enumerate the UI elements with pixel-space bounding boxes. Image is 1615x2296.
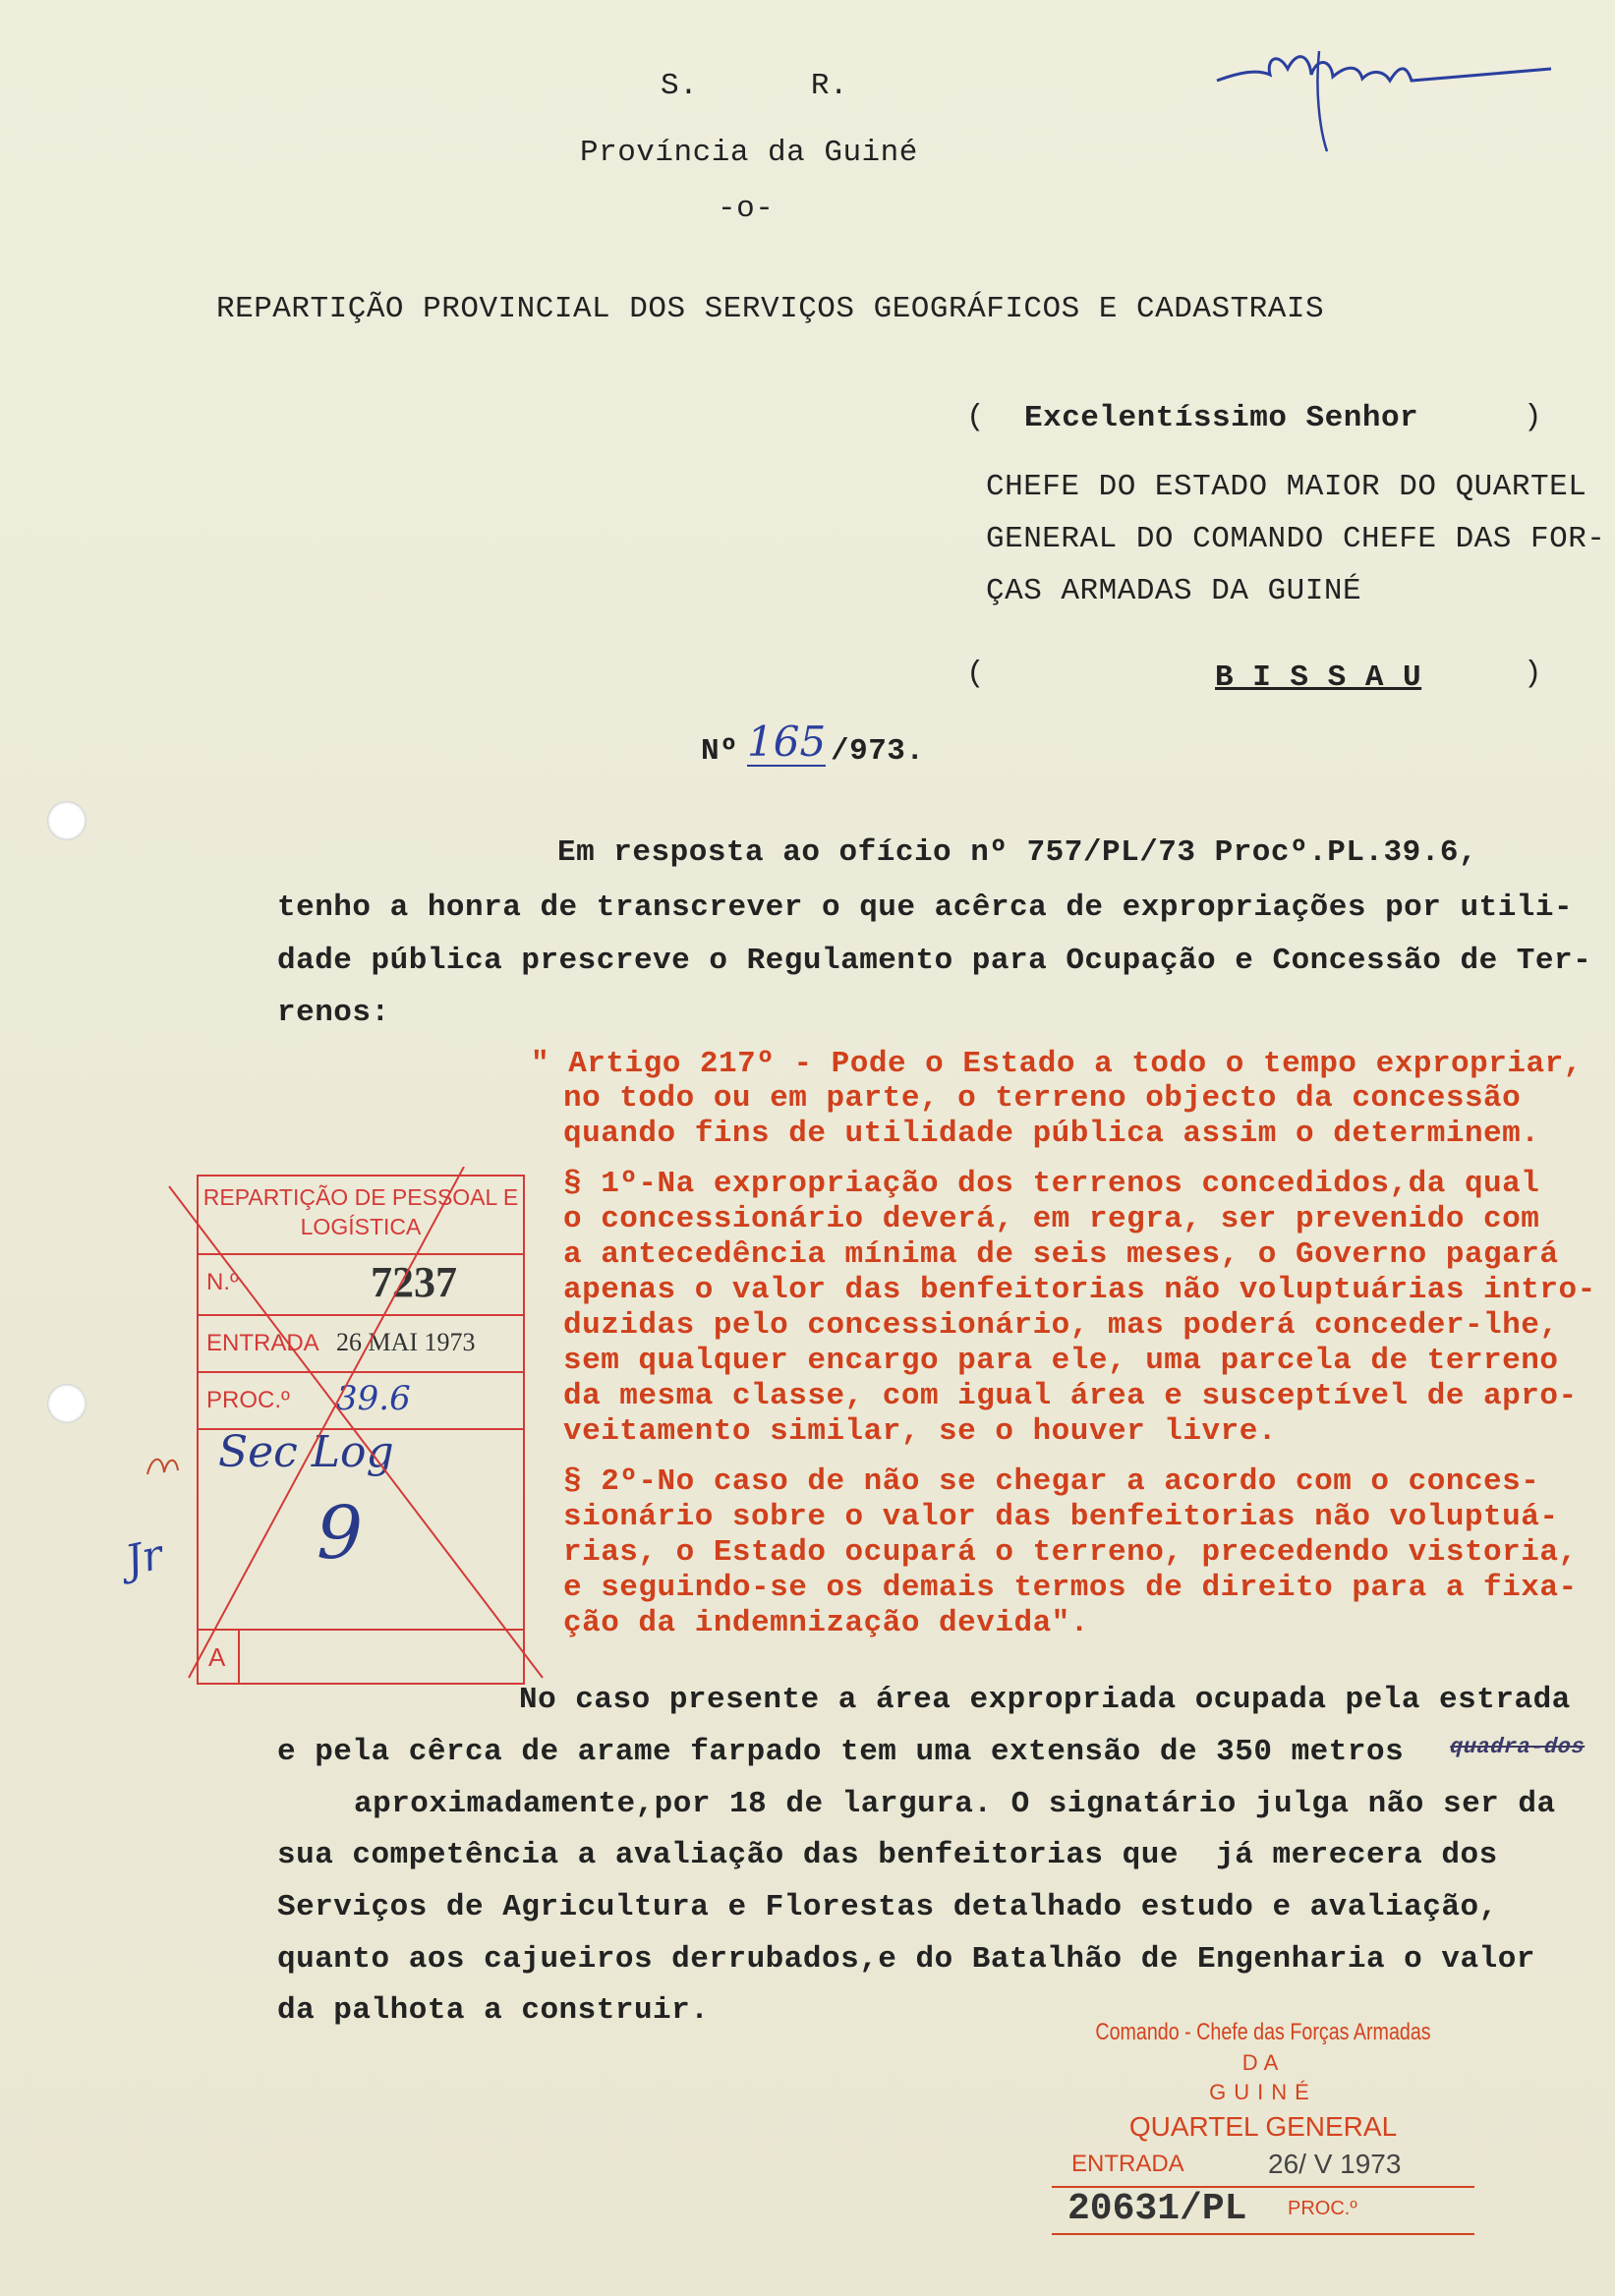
quote-line-8: duzidas pelo concessionário, mas poderá conceder-lhe, [563, 1308, 1559, 1343]
quote-line-10: da mesma classe, com igual área e susceptível de apro- [563, 1379, 1578, 1413]
intro-line-3: dade pública prescreve o Regulamento para Ocupação e Concessão de Ter- [277, 944, 1592, 978]
quote-line-5: o concessionário deverá, em regra, ser prevenido com [563, 1202, 1540, 1236]
addressee-salutation: Excelentíssimo Senhor [1024, 401, 1419, 435]
quote-line-6: a antecedência mínima de seis meses, o Governo pagará [563, 1237, 1559, 1272]
stamp-letter: A [208, 1642, 226, 1672]
stamp-number-value: 7237 [371, 1258, 457, 1306]
quote-line-2: no todo ou em parte, o terreno objecto da concessão [563, 1081, 1522, 1116]
quote-line-13: sionário sobre o valor das benfeitorias não voluptuá- [563, 1500, 1559, 1534]
command-stamp-number-row [1052, 2188, 1474, 2235]
addressee-city: B I S S A U [1215, 660, 1422, 695]
stamp-handwritten-number: 9 [317, 1491, 364, 1576]
quote-line-3: quando fins de utilidade pública assim o determinem. [563, 1117, 1540, 1151]
command-stamp-entry-row [1052, 2147, 1474, 2188]
stamp-proc-value: 39.6 [336, 1379, 411, 1418]
quote-line-4: § 1º-Na expropriação dos terrenos concedidos,da qual [563, 1167, 1540, 1201]
quote-line-11: veitamento similar, se o houver livre. [563, 1414, 1277, 1449]
closing-line-3: aproximadamente,por 18 de largura. O signatário julga não ser da [354, 1787, 1556, 1821]
quote-line-9: sem qualquer encargo para ele, uma parcela de terreno [563, 1344, 1559, 1378]
addressee-paren-close: ) [1524, 400, 1543, 434]
header-separator: -o- [718, 192, 775, 226]
margin-scribble [143, 1445, 202, 1484]
closing-line-5: Serviços de Agricultura e Florestas detalhado estudo e avaliação, [277, 1890, 1498, 1924]
signature-text: Manuel [1465, 147, 1469, 148]
command-stamp-proc-label: PROC.º [1288, 2198, 1357, 2219]
personnel-stamp [197, 1175, 525, 1685]
command-stamp-number: 20631/PL [1067, 2188, 1247, 2230]
command-stamp-line3: GUINÉ [1209, 2080, 1317, 2104]
quote-line-12: § 2º-No caso de não se chegar a acordo com o conces- [563, 1464, 1540, 1499]
city-paren-open: ( [966, 657, 986, 691]
reference-suffix: /973. [831, 734, 925, 769]
command-stamp-line1: Comando - Chefe das Forças Armadas [1095, 2019, 1431, 2045]
quote-line-7: apenas o valor das benfeitorias não voluptuárias intro- [563, 1273, 1596, 1307]
punch-hole-top [47, 801, 87, 840]
addressee-paren-open: ( [966, 400, 986, 434]
header-sr: S. R. [661, 69, 849, 103]
header-province: Província da Guiné [580, 136, 918, 170]
header-department: REPARTIÇÃO PROVINCIAL DOS SERVIÇOS GEOGRÁFICOS E CADASTRAIS [216, 292, 1325, 326]
stamp-handwritten-section: Sec Log [218, 1427, 394, 1477]
closing-line-7: da palhota a construir. [277, 1993, 710, 2028]
city-paren-close: ) [1524, 657, 1543, 691]
intro-line-4: renos: [277, 996, 390, 1030]
struck-out-word: quadra-dos [1446, 1735, 1588, 1759]
punch-hole-bottom [47, 1384, 87, 1423]
closing-line-1: No caso presente a área expropriada ocupada pela estrada [519, 1683, 1571, 1717]
addressee-line1: CHEFE DO ESTADO MAIOR DO QUARTEL [986, 470, 1587, 504]
quote-line-15: e seguindo-se os demais termos de direito para a fixa- [563, 1571, 1578, 1605]
command-stamp [1052, 2015, 1474, 2261]
addressee-line3: ÇAS ARMADAS DA GUINÉ [986, 574, 1362, 608]
quote-line-1: " Artigo 217º - Pode o Estado a todo o tempo expropriar, [531, 1047, 1583, 1081]
closing-line-4: sua competência a avaliação das benfeitorias que já merecera dos [277, 1838, 1498, 1872]
addressee-line2: GENERAL DO COMANDO CHEFE DAS FOR- [986, 522, 1606, 556]
command-stamp-entry-label: ENTRADA [1071, 2151, 1184, 2177]
closing-line-2: e pela cêrca de arame farpado tem uma extensão de 350 metros [277, 1735, 1405, 1769]
stamp-number-label: N.º [206, 1269, 239, 1295]
personnel-stamp-header: REPARTIÇÃO DE PESSOAL E LOGÍSTICA [199, 1177, 523, 1255]
reference-number: 165 [747, 718, 827, 766]
stamp-entry-value: 26 MAI 1973 [336, 1328, 476, 1356]
intro-line-2: tenho a honra de transcrever o que acêrca de expropriações por utili- [277, 890, 1574, 925]
command-stamp-line2: DA [1241, 2050, 1285, 2075]
stamp-proc-label: PROC.º [206, 1387, 290, 1413]
stamp-entry-label: ENTRADA [206, 1330, 319, 1356]
command-stamp-line4: QUARTEL GENERAL [1128, 2111, 1398, 2142]
reference-prefix: Nº [701, 734, 739, 769]
closing-line-6: quanto aos cajueiros derrubados,e do Batalhão de Engenharia o valor [277, 1942, 1535, 1977]
stamp-cross-marks [149, 1167, 572, 1697]
signature-top [1209, 29, 1563, 157]
quote-line-14: rias, o Estado ocupará o terreno, precedendo vistoria, [563, 1535, 1578, 1570]
margin-initials: Jr [121, 1529, 167, 1585]
quote-line-16: ção da indemnização devida". [563, 1606, 1089, 1640]
command-stamp-entry-value: 26/ V 1973 [1268, 2149, 1402, 2179]
intro-line-1: Em resposta ao ofício nº 757/PL/73 Procº.PL.39.6, [557, 835, 1478, 870]
